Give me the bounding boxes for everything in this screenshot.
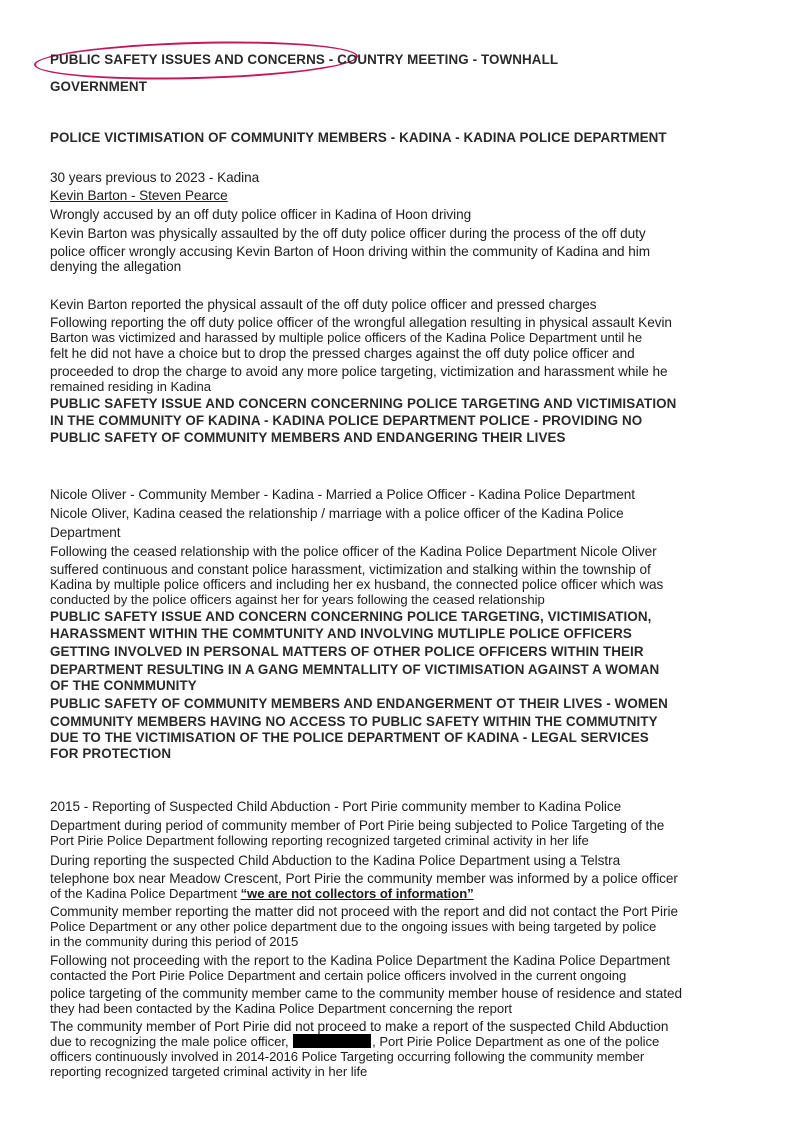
paragraph-line-with-redaction [50, 1034, 659, 1050]
paragraph-line: 30 years previous to 2023 - Kadina [50, 170, 260, 185]
quoted-statement: “we are not collectors of information” [240, 886, 474, 901]
bold-statement-line: DEPARTMENT RESULTING IN A GANG MEMNTALLITY OF VICTIMISATION AGAINST A WOMAN [50, 662, 660, 677]
line-text: due to recognizing the male police officer, [50, 1034, 293, 1049]
paragraph-line-with-quote [50, 886, 474, 902]
paragraph-line: they had been contacted by the Kadina Police Department concerning the report [50, 1001, 513, 1016]
paragraph-line: Nicole Oliver - Community Member - Kadina - Married a Police Officer - Kadina Police Department [50, 487, 636, 502]
paragraph-line: suffered continuous and constant police harassment, victimization and stalking within the township of [50, 562, 651, 577]
bold-statement-line: DUE TO THE VICTIMISATION OF THE POLICE DEPARTMENT OF KADINA - LEGAL SERVICES [50, 730, 649, 745]
paragraph-line: Department during period of community member of Port Pirie being subjected to Police Targeting of the [50, 818, 665, 833]
paragraph-line: telephone box near Meadow Crescent, Port Pirie the community member was informed by a police officer [50, 871, 678, 886]
paragraph-line: Following reporting the off duty police officer of the wrongful allegation resulting in physical assault Kevin [50, 315, 672, 330]
document-title-line2: GOVERNMENT [50, 79, 147, 94]
title-rest-text: - COUNTRY MEETING - TOWNHALL [324, 52, 559, 67]
bold-statement-line: COMMUNITY MEMBERS HAVING NO ACCESS TO PUBLIC SAFETY WITHIN THE COMMUTNITY [50, 714, 658, 729]
section1-heading: POLICE VICTIMISATION OF COMMUNITY MEMBERS - KADINA - KADINA POLICE DEPARTMENT [50, 130, 667, 145]
paragraph-line: Wrongly accused by an off duty police officer in Kadina of Hoon driving [50, 207, 472, 222]
paragraph-line: Kevin Barton reported the physical assault of the off duty police officer and pressed charges [50, 297, 597, 312]
document-title [50, 52, 558, 68]
bold-statement-line: PUBLIC SAFETY ISSUE AND CONCERN CONCERNING POLICE TARGETING, VICTIMISATION, [50, 609, 652, 624]
bold-statement-line: PUBLIC SAFETY OF COMMUNITY MEMBERS AND ENDANGERMENT OT THEIR LIVES - WOMEN [50, 696, 668, 711]
paragraph-line: The community member of Port Pirie did not proceed to make a report of the suspected Child Abduction [50, 1019, 669, 1034]
bold-statement-line: HARASSMENT WITHIN THE COMMTUNITY AND INVOLVING MUTLIPLE POLICE OFFICERS [50, 626, 632, 641]
redaction-bar [293, 1034, 371, 1048]
paragraph-line: Community member reporting the matter did not proceed with the report and did not contact the Port Pirie [50, 904, 678, 919]
paragraph-line: contacted the Port Pirie Police Department and certain police officers involved in the current ongoing [50, 968, 627, 983]
circled-title-text: PUBLIC SAFETY ISSUES AND CONCERNS [50, 52, 325, 67]
bold-statement-line: PUBLIC SAFETY ISSUE AND CONCERN CONCERNING POLICE TARGETING AND VICTIMISATION [50, 396, 677, 411]
paragraph-line: Following the ceased relationship with the police officer of the Kadina Police Department Nicole Oliver [50, 544, 657, 559]
bold-statement-line: OF THE CONMMUNITY [50, 678, 197, 693]
bold-statement-line: IN THE COMMUNITY OF KADINA - KADINA POLICE DEPARTMENT POLICE - PROVIDING NO [50, 413, 643, 428]
paragraph-line: remained residing in Kadina [50, 379, 211, 394]
paragraph-line: officers continuously involved in 2014-2016 Police Targeting occurring following the community member [50, 1049, 645, 1064]
paragraph-line: Kevin Barton was physically assaulted by the off duty police officer during the process of the off duty [50, 226, 646, 241]
paragraph-line: Barton was victimized and harassed by multiple police officers of the Kadina Police Department until he [50, 330, 643, 345]
paragraph-line: Following not proceeding with the report to the Kadina Police Department the Kadina Police Department [50, 953, 670, 968]
paragraph-line: Port Pirie Police Department following reporting recognized targeted criminal activity in her life [50, 833, 589, 848]
paragraph-line: Police Department or any other police department due to the ongoing issues with being targeted by police [50, 919, 657, 934]
paragraph-line: conducted by the police officers against her for years following the ceased relationship [50, 592, 545, 607]
paragraph-line: reporting recognized targeted criminal activity in her life [50, 1064, 368, 1079]
paragraph-line: in the community during this period of 2015 [50, 934, 299, 949]
paragraph-line: Department [50, 525, 121, 540]
bold-statement-line: FOR PROTECTION [50, 746, 172, 761]
paragraph-line: Nicole Oliver, Kadina ceased the relationship / marriage with a police officer of the Kadina Police [50, 506, 624, 521]
paragraph-line: proceeded to drop the charge to avoid any more police targeting, victimization and harassment while he [50, 364, 668, 379]
paragraph-line: police officer wrongly accusing Kevin Barton of Hoon driving within the community of Kadina and him [50, 244, 651, 259]
paragraph-line: During reporting the suspected Child Abduction to the Kadina Police Department using a Telstra [50, 853, 621, 868]
line-text: of the Kadina Police Department [50, 886, 241, 901]
paragraph-line-underlined: Kevin Barton - Steven Pearce [50, 188, 228, 203]
paragraph-line: police targeting of the community member came to the community member house of residence and stated [50, 986, 683, 1001]
bold-statement-line: GETTING INVOLVED IN PERSONAL MATTERS OF OTHER POLICE OFFICERS WITHIN THEIR [50, 644, 644, 659]
bold-statement-line: PUBLIC SAFETY OF COMMUNITY MEMBERS AND ENDANGERING THEIR LIVES [50, 430, 566, 445]
line-text: , Port Pirie Police Department as one of the police [372, 1034, 660, 1049]
paragraph-line: Kadina by multiple police officers and including her ex husband, the connected police officer which was [50, 577, 664, 592]
paragraph-line: felt he did not have a choice but to drop the pressed charges against the off duty police officer and [50, 346, 635, 361]
paragraph-line: denying the allegation [50, 259, 182, 274]
paragraph-line: 2015 - Reporting of Suspected Child Abduction - Port Pirie community member to Kadina Police [50, 799, 622, 814]
